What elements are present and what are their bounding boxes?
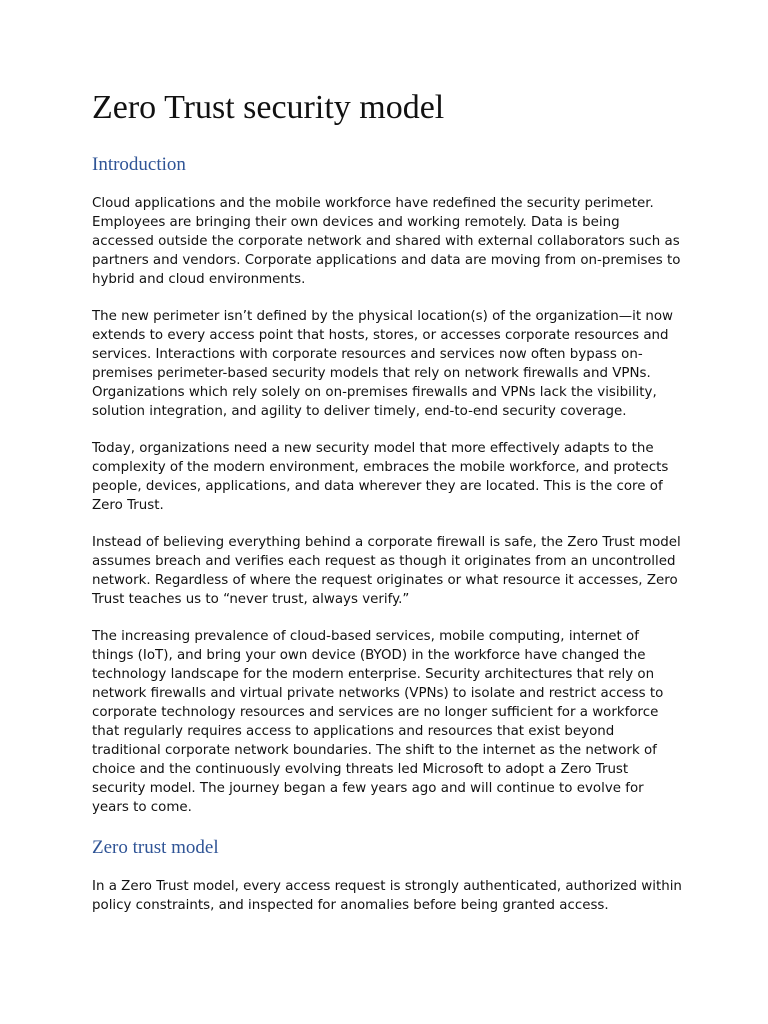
section-heading-introduction: Introduction (92, 154, 186, 175)
intro-paragraph: Cloud applications and the mobile workforce have redefined the security perimeter. Employees are bringing their own devices and working remotely. Data is being accessed outside the corporate network and shared with external collaborators such as partners and vendors. Corporate applications and data are moving from on-premises to hybrid and cloud environments. (92, 196, 681, 287)
section-heading-zero-trust-model: Zero trust model (92, 837, 219, 858)
intro-paragraph: Today, organizations need a new security model that more effectively adapts to the complexity of the modern environment, embraces the mobile workforce, and protects people, devices, applications, and data wherever they are located. This is the core of Zero Trust. (92, 441, 669, 513)
document-page (92, 86, 682, 933)
zero-trust-paragraph: In a Zero Trust model, every access request is strongly authenticated, authorized within policy constraints, and inspected for anomalies before being granted access. (92, 879, 682, 913)
intro-paragraph: Instead of believing everything behind a corporate firewall is safe, the Zero Trust model assumes breach and verifies each request as though it originates from an uncontrolled network. Regardless of where the request originates or what resource it accesses, Zero Trust teaches us to “never trust, always verify.” (92, 535, 681, 607)
intro-paragraph: The increasing prevalence of cloud-based services, mobile computing, internet of things (IoT), and bring your own device (BYOD) in the workforce have changed the technology landscape for the modern enterprise. Security architectures that rely on network firewalls and virtual private networks (VPNs) to isolate and restrict access to corporate technology resources and services are no longer sufficient for a workforce that regularly requires access to applications and resources that exist beyond traditional corporate network boundaries. The shift to the internet as the network of choice and the continuously evolving threats led Microsoft to adopt a Zero Trust security model. The journey began a few years ago and will continue to evolve for years to come. (92, 629, 664, 815)
document-title: Zero Trust security model (92, 89, 445, 126)
intro-paragraph: The new perimeter isn’t defined by the physical location(s) of the organization—it now extends to every access point that hosts, stores, or accesses corporate resources and services. Interactions with corporate resources and services now often bypass on-premises perimeter-based security models that rely on network firewalls and VPNs. Organizations which rely solely on on-premises firewalls and VPNs lack the visibility, solution integration, and agility to deliver timely, end-to-end security coverage. (92, 309, 673, 419)
